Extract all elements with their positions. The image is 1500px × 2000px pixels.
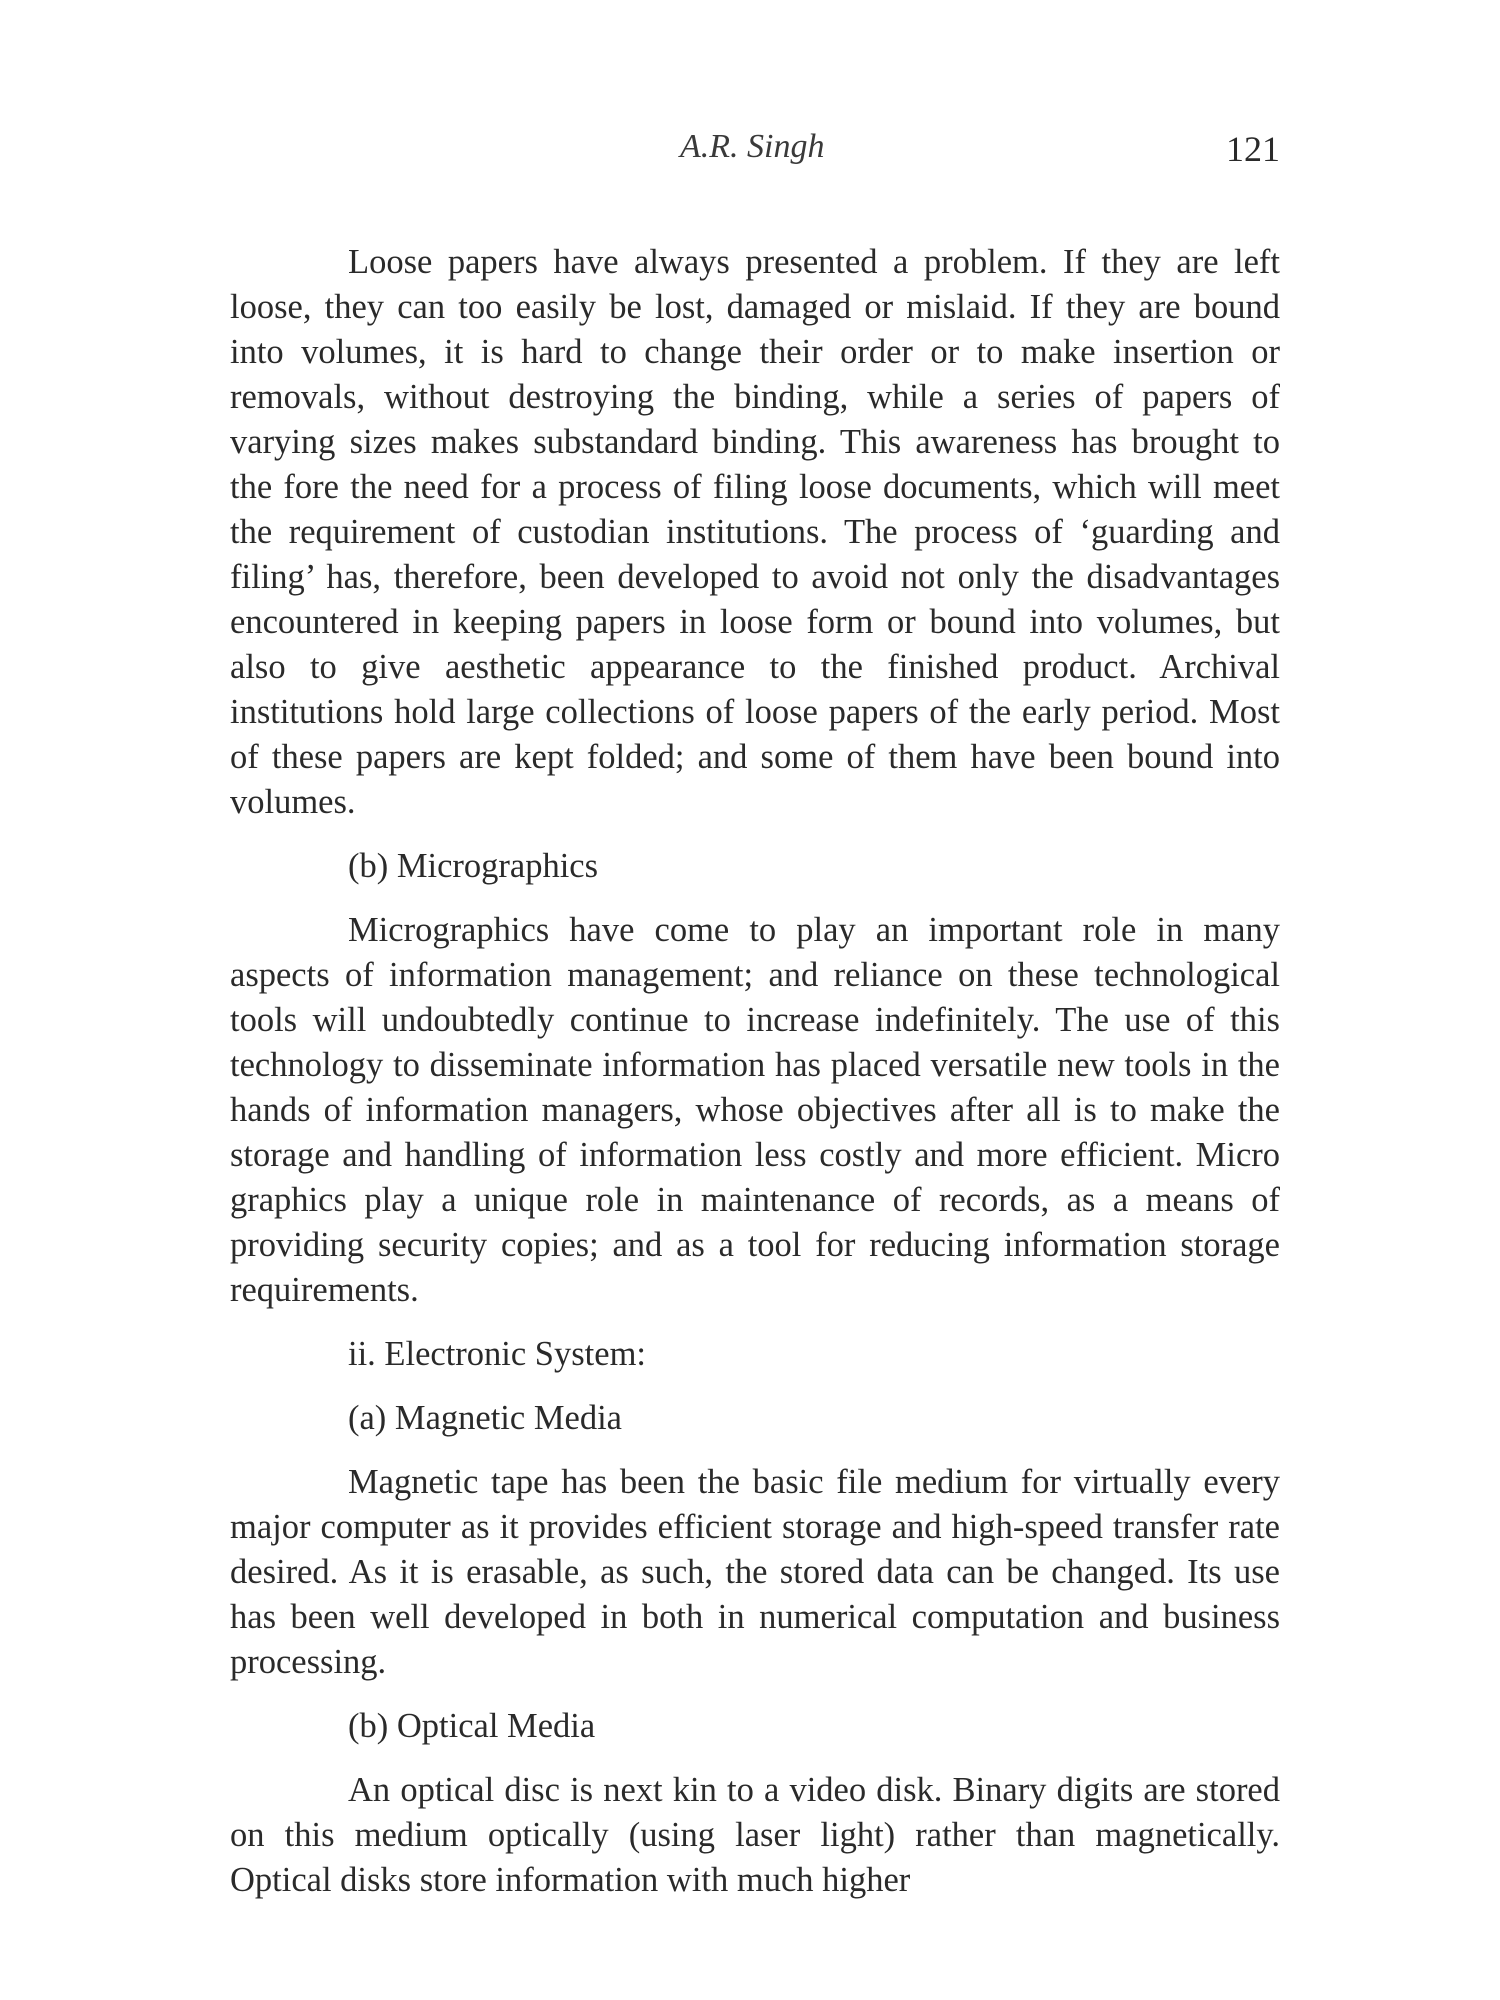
body-text: [230, 240, 1280, 1903]
subheading-electronic-system: ii. Electronic System:: [348, 1335, 646, 1373]
running-head-author: A.R. Singh: [680, 128, 825, 165]
paragraph-loose-papers: Loose papers have always presented a problem. If they are left loose, they can too easily be lost, damaged or mislaid. If they are bound into volumes, it is hard to change their order or to make insertion or removals, without destroying the binding, while a series of papers of varying sizes makes substandard binding. This awareness has brought to the fore the need for a process of filing loose documents, which will meet the requirement of custodian institutions. The process of ‘guarding and filing’ has, therefore, been developed to avoid not only the disadvantages encountered in keeping papers in loose form or bound into volumes, but also to give aesthetic appearance to the finished product. Archival institutions hold large collections of loose papers of the early period. Most of these papers are kept folded; and some of them have been bound into volumes.: [230, 243, 1280, 821]
subheading-magnetic-media: (a) Magnetic Media: [348, 1399, 622, 1437]
subheading-optical-media: (b) Optical Media: [348, 1707, 596, 1745]
paragraph-optical-media: An optical disc is next kin to a video disk. Binary digits are stored on this medium optically (using laser light) rather than magnetically. Optical disks store information with much higher: [230, 1771, 1280, 1899]
paragraph-micrographics: Micrographics have come to play an important role in many aspects of information management; and reliance on these technological tools will undoubtedly continue to increase indefinitely. The use of this technology to disseminate information has placed versatile new tools in the hands of information managers, whose objectives after all is to make the storage and handling of information less costly and more efficient. Micro graphics play a unique role in maintenance of records, as a means of providing security copies; and as a tool for reducing information storage requirements.: [230, 911, 1280, 1309]
subheading-micrographics: (b) Micrographics: [348, 847, 599, 885]
page-number: 121: [1226, 129, 1280, 169]
paragraph-magnetic-media: Magnetic tape has been the basic file medium for virtually every major computer as it provides efficient storage and high-speed transfer rate desired. As it is erasable, as such, the stored data can be changed. Its use has been well developed in both in numerical computation and business processing.: [230, 1463, 1280, 1681]
running-header: [230, 128, 1280, 178]
